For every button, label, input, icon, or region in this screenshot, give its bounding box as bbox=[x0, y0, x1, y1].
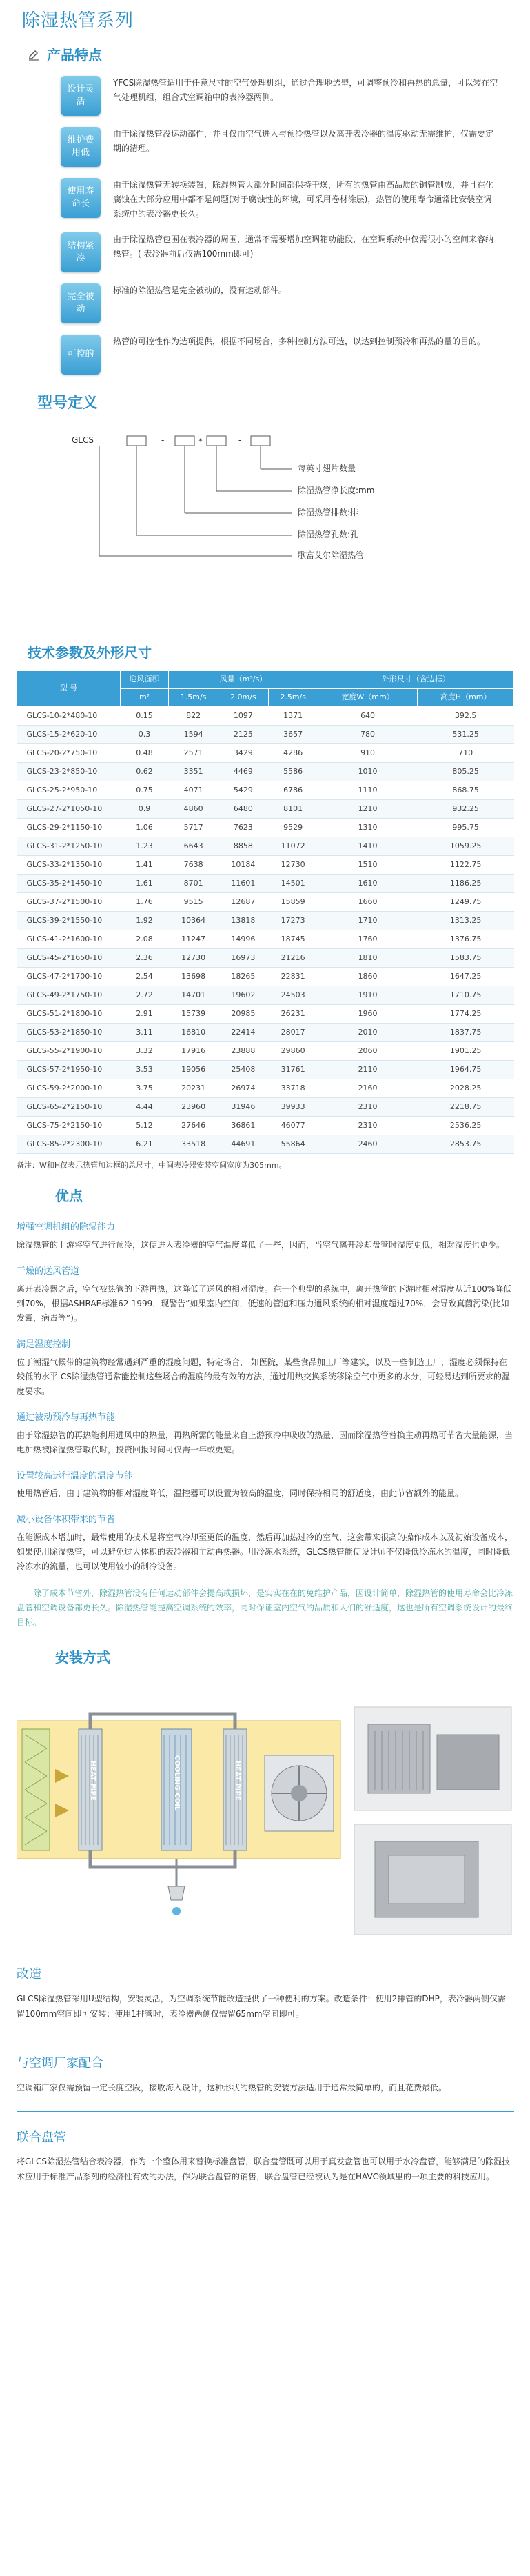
table-cell: 12730 bbox=[169, 948, 218, 967]
advantage-title: 干燥的送风管道 bbox=[17, 1266, 80, 1277]
table-cell: GLCS-39-2*1550-10 bbox=[17, 911, 121, 930]
table-cell: 6643 bbox=[169, 837, 218, 855]
table-cell: 1760 bbox=[318, 930, 418, 948]
table-row bbox=[17, 799, 514, 818]
table-cell: 1376.75 bbox=[418, 930, 514, 948]
table-row bbox=[17, 1135, 514, 1153]
table-cell: 1.23 bbox=[121, 837, 169, 855]
oem-text: 空调箱厂家仅需预留一定长度空段，接收海入设计，这种形状的热管的安装方法适用于通常最简单的，而且花费最低。 bbox=[17, 2082, 447, 2093]
table-row bbox=[17, 855, 514, 874]
table-cell: 1059.25 bbox=[418, 837, 514, 855]
table-cell: GLCS-53-2*1850-10 bbox=[17, 1023, 121, 1041]
table-cell: GLCS-27-2*1050-10 bbox=[17, 799, 121, 818]
model-separator: - bbox=[238, 435, 242, 445]
table-row bbox=[17, 1060, 514, 1079]
table-cell: 11072 bbox=[268, 837, 318, 855]
table-cell: 9515 bbox=[169, 892, 218, 911]
feature-text: 由于除湿热管没运动部件，并且仅由空气进入与预冷热管以及离开表冷器的温度驱动无需维护，仅需要定期的清理。 bbox=[113, 128, 494, 153]
model-label: 每英寸翅片数量 bbox=[298, 463, 356, 473]
divider bbox=[17, 2111, 514, 2112]
table-cell: 0.62 bbox=[121, 762, 169, 781]
table-cell: 1860 bbox=[318, 967, 418, 986]
table-cell: 1249.75 bbox=[418, 892, 514, 911]
table-cell: 2028.25 bbox=[418, 1079, 514, 1097]
oem-section bbox=[17, 2054, 513, 2095]
advantages-title: 优点 bbox=[55, 1188, 83, 1205]
table-cell: 1371 bbox=[268, 706, 318, 725]
table-cell: GLCS-51-2*1800-10 bbox=[17, 1004, 121, 1023]
table-row bbox=[17, 762, 514, 781]
filter-panel bbox=[22, 1729, 50, 1850]
feature-badge: 设计灵活 bbox=[61, 76, 101, 116]
feature-controllable bbox=[61, 335, 513, 375]
fan-unit bbox=[265, 1755, 334, 1831]
table-cell: 6480 bbox=[218, 799, 268, 818]
table-cell: 10184 bbox=[218, 855, 268, 874]
table-row bbox=[17, 743, 514, 762]
table-cell: GLCS-59-2*2000-10 bbox=[17, 1079, 121, 1097]
table-row bbox=[17, 1116, 514, 1135]
table-cell: 4469 bbox=[218, 762, 268, 781]
table-cell: 5.12 bbox=[121, 1116, 169, 1135]
features-title: 产品特点 bbox=[47, 46, 102, 63]
th-area: 迎风面积 bbox=[121, 670, 169, 688]
table-cell: 8858 bbox=[218, 837, 268, 855]
table-cell: GLCS-23-2*850-10 bbox=[17, 762, 121, 781]
table-cell: 13818 bbox=[218, 911, 268, 930]
table-cell: 2460 bbox=[318, 1135, 418, 1153]
table-cell: 3.75 bbox=[121, 1079, 169, 1097]
feature-text: 由于除湿热管无转换装置，除湿热管大部分时间都保持干燥，所有的热管由高品质的铜管制成，并且在化腐蚀在大部分应用中都不是问题(对于腐蚀性的环境，可采用卷材涂层)，热管的使用寿命通常比安装空调系统中的表冷器更长久。 bbox=[113, 179, 494, 219]
table-cell: 15859 bbox=[268, 892, 318, 911]
table-cell: GLCS-45-2*1650-10 bbox=[17, 948, 121, 967]
table-cell: 1647.25 bbox=[418, 967, 514, 986]
table-title: 技术参数及外形尺寸 bbox=[28, 643, 152, 661]
table-cell: 1660 bbox=[318, 892, 418, 911]
table-cell: GLCS-29-2*1150-10 bbox=[17, 818, 121, 837]
table-row bbox=[17, 1097, 514, 1116]
table-cell: GLCS-49-2*1750-10 bbox=[17, 986, 121, 1004]
table-cell: GLCS-33-2*1350-10 bbox=[17, 855, 121, 874]
table-cell: 20231 bbox=[169, 1079, 218, 1097]
table-cell: 15739 bbox=[169, 1004, 218, 1023]
table-cell: 14501 bbox=[268, 874, 318, 892]
th-width: 宽度W（mm） bbox=[318, 688, 418, 706]
table-cell: 1210 bbox=[318, 799, 418, 818]
table-cell: 4860 bbox=[169, 799, 218, 818]
table-cell: 2.08 bbox=[121, 930, 169, 948]
table-cell: 2060 bbox=[318, 1041, 418, 1060]
feature-maintenance bbox=[61, 127, 513, 167]
advantage-title: 通过被动预冷与再热节能 bbox=[17, 1412, 116, 1423]
table-cell: 26974 bbox=[218, 1079, 268, 1097]
table-cell: 6786 bbox=[268, 781, 318, 799]
table-cell: 5586 bbox=[268, 762, 318, 781]
table-cell: 8701 bbox=[169, 874, 218, 892]
table-cell: 11247 bbox=[169, 930, 218, 948]
table-cell: 13698 bbox=[169, 967, 218, 986]
code-box-length bbox=[207, 436, 226, 446]
table-cell: 1583.75 bbox=[418, 948, 514, 967]
model-prefix: GLCS bbox=[72, 435, 94, 445]
table-cell: 22831 bbox=[268, 967, 318, 986]
spec-table bbox=[17, 670, 514, 1154]
table-cell: 1837.75 bbox=[418, 1023, 514, 1041]
table-cell: 1901.25 bbox=[418, 1041, 514, 1060]
table-cell: 31946 bbox=[218, 1097, 268, 1116]
table-cell: 822 bbox=[169, 706, 218, 725]
table-cell: 1.92 bbox=[121, 911, 169, 930]
th-v2: 2.0m/s bbox=[218, 688, 268, 706]
advantage-title: 增强空调机组的除湿能力 bbox=[17, 1222, 116, 1233]
table-cell: 2536.25 bbox=[418, 1116, 514, 1135]
advantage-text: 由于除湿热管的再热能利用进风中的热量，再热所需的能量来自上游预冷中吸收的热量，因而除湿热管替换主动再热可节省大量能源，当电加热被除湿热管取代时，投资回报时间可仅需一年或更短。 bbox=[17, 1430, 513, 1455]
combo-text: 将GLCS除湿热管结合表冷器，作为一个整体用来替换标准盘管，联合盘管既可以用于真发盘管也可以用于水冷盘管，能够满足的除湿技术应用于标准产品系列的经济性有效的办法，作为联合盘管的销售，联合盘管已经被认为是在HAVC领域里的一项主要的科技应用。 bbox=[17, 2157, 510, 2181]
model-title: 型号定义 bbox=[37, 394, 99, 412]
table-cell: 4071 bbox=[169, 781, 218, 799]
table-cell: 2160 bbox=[318, 1079, 418, 1097]
advantage-text: 使用热管后，由于建筑物的相对湿度降低，温控器可以设置为较高的温度，同时保持相同的舒适度，由此节省额外的能量。 bbox=[17, 1488, 464, 1499]
table-cell: 2125 bbox=[218, 725, 268, 743]
table-row bbox=[17, 892, 514, 911]
table-cell: 33518 bbox=[169, 1135, 218, 1153]
table-cell: 780 bbox=[318, 725, 418, 743]
code-box-rows bbox=[175, 436, 194, 446]
table-cell: GLCS-75-2*2150-10 bbox=[17, 1116, 121, 1135]
table-cell: 18745 bbox=[268, 930, 318, 948]
feature-compact bbox=[61, 232, 513, 272]
th-area-unit: m² bbox=[121, 688, 169, 706]
th-v1: 1.5m/s bbox=[169, 688, 218, 706]
table-cell: 3.32 bbox=[121, 1041, 169, 1060]
table-cell: 39933 bbox=[268, 1097, 318, 1116]
feature-design bbox=[61, 76, 513, 116]
model-label: 除湿热管净长度:mm bbox=[298, 485, 375, 495]
table-cell: 20985 bbox=[218, 1004, 268, 1023]
table-cell: 17273 bbox=[268, 911, 318, 930]
model-separator: - bbox=[161, 435, 165, 445]
table-row bbox=[17, 1023, 514, 1041]
table-cell: 33718 bbox=[268, 1079, 318, 1097]
table-cell: 1110 bbox=[318, 781, 418, 799]
table-cell: 392.5 bbox=[418, 706, 514, 725]
heat-pipe-right-label: HEAT PIPE bbox=[234, 1761, 241, 1801]
table-cell: 26231 bbox=[268, 1004, 318, 1023]
table-cell: 19056 bbox=[169, 1060, 218, 1079]
model-label: 除湿热管排数:排 bbox=[298, 507, 359, 517]
table-row bbox=[17, 1041, 514, 1060]
table-row bbox=[17, 781, 514, 799]
feature-text: 由于除湿热管包围在表冷器的周围，通常不需要增加空调箱功能段，在空调系统中仅需很小的空间来容纳热管。( 表冷器前后仅需100mm即可) bbox=[113, 234, 494, 259]
advantage-item bbox=[17, 1470, 513, 1501]
table-cell: 0.9 bbox=[121, 799, 169, 818]
table-cell: 0.48 bbox=[121, 743, 169, 762]
table-cell: 0.75 bbox=[121, 781, 169, 799]
table-cell: 0.15 bbox=[121, 706, 169, 725]
spec-table-body bbox=[17, 706, 514, 1153]
product-photo-top bbox=[354, 1707, 511, 1810]
th-v3: 2.5m/s bbox=[268, 688, 318, 706]
table-cell: 46077 bbox=[268, 1116, 318, 1135]
feature-badge: 使用寿命长 bbox=[61, 178, 101, 218]
table-cell: 1610 bbox=[318, 874, 418, 892]
table-cell: 1.06 bbox=[121, 818, 169, 837]
table-cell: GLCS-20-2*750-10 bbox=[17, 743, 121, 762]
advantage-title: 减小设备体积带来的节省 bbox=[17, 1515, 116, 1526]
table-cell: 1594 bbox=[169, 725, 218, 743]
table-row bbox=[17, 725, 514, 743]
advantage-text: 离开表冷器之后，空气被热管的下游再热，这降低了送风的相对湿度。在一个典型的系统中，离开热管的下游时相对湿度从近100%降低到70%，根据ASHRAE标准62-1999，现警告”如果室内空间，低速的管道和压力通风系统的相对湿度超过70%，会导致真菌污染(比如发霉，病毒等”)。 bbox=[17, 1284, 512, 1323]
combo-title: 联合盘管 bbox=[17, 2130, 66, 2145]
table-cell: 4286 bbox=[268, 743, 318, 762]
table-cell: 2.36 bbox=[121, 948, 169, 967]
table-cell: 23960 bbox=[169, 1097, 218, 1116]
retrofit-section bbox=[17, 1965, 513, 2021]
feature-badge: 结构紧凑 bbox=[61, 232, 101, 272]
product-photo-bottom bbox=[354, 1824, 511, 1935]
table-cell: 3.53 bbox=[121, 1060, 169, 1079]
table-cell: 531.25 bbox=[418, 725, 514, 743]
table-cell: 31761 bbox=[268, 1060, 318, 1079]
table-cell: 6.21 bbox=[121, 1135, 169, 1153]
model-label: 歌富艾尔除湿热管 bbox=[298, 550, 365, 560]
table-cell: 16973 bbox=[218, 948, 268, 967]
table-cell: 19602 bbox=[218, 986, 268, 1004]
table-cell: 1010 bbox=[318, 762, 418, 781]
retrofit-title: 改造 bbox=[17, 1967, 41, 1982]
table-cell: 1774.25 bbox=[418, 1004, 514, 1023]
table-row bbox=[17, 1079, 514, 1097]
advantage-item bbox=[17, 1411, 513, 1457]
advantage-text: 除湿热管的上游将空气进行预冷，这使进入表冷器的空气温度降低了一些，因而，当空气离开冷却盘管时湿度更低，相对湿度也更少。 bbox=[17, 1240, 505, 1250]
table-cell: 29860 bbox=[268, 1041, 318, 1060]
table-cell: 1.41 bbox=[121, 855, 169, 874]
table-cell: 4.44 bbox=[121, 1097, 169, 1116]
table-cell: 868.75 bbox=[418, 781, 514, 799]
table-row bbox=[17, 706, 514, 725]
table-cell: GLCS-31-2*1250-10 bbox=[17, 837, 121, 855]
table-cell: 1710 bbox=[318, 911, 418, 930]
code-box-holes bbox=[127, 436, 146, 446]
table-row bbox=[17, 967, 514, 986]
table-cell: GLCS-37-2*1500-10 bbox=[17, 892, 121, 911]
advantage-item bbox=[17, 1221, 513, 1252]
code-box-fins bbox=[251, 436, 270, 446]
feature-text: 标准的除湿热管是完全被动的，没有运动部件。 bbox=[113, 285, 287, 295]
table-header bbox=[28, 641, 513, 663]
table-cell: 2110 bbox=[318, 1060, 418, 1079]
advantage-item bbox=[17, 1338, 513, 1399]
table-cell: GLCS-25-2*950-10 bbox=[17, 781, 121, 799]
table-cell: 5717 bbox=[169, 818, 218, 837]
table-cell: GLCS-10-2*480-10 bbox=[17, 706, 121, 725]
retrofit-text: GLCS除湿热管采用U型结构，安装灵活，为空调系统节能改造提供了一种便利的方案。改造条件：使用2排管的DHP，表冷器两侧仅需留100mm空间即可安装；使用1排管时，表冷器两侧仅需留65mm空间即可。 bbox=[17, 1993, 506, 2019]
table-cell: 5429 bbox=[218, 781, 268, 799]
table-cell: 7638 bbox=[169, 855, 218, 874]
table-cell: 0.3 bbox=[121, 725, 169, 743]
th-dimensions: 外形尺寸（含边框） bbox=[318, 670, 513, 688]
table-cell: 17916 bbox=[169, 1041, 218, 1060]
table-cell: 18265 bbox=[218, 967, 268, 986]
table-cell: 3351 bbox=[169, 762, 218, 781]
table-cell: 710 bbox=[418, 743, 514, 762]
feature-text: 热管的可控性作为选项提供，根据不同场合，多种控制方法可选，以达到控制预冷和再热的量的目的。 bbox=[113, 336, 486, 346]
table-row bbox=[17, 818, 514, 837]
table-cell: 910 bbox=[318, 743, 418, 762]
table-cell: 2310 bbox=[318, 1116, 418, 1135]
table-cell: GLCS-35-2*1450-10 bbox=[17, 874, 121, 892]
table-cell: 44691 bbox=[218, 1135, 268, 1153]
table-cell: 1310 bbox=[318, 818, 418, 837]
feature-badge: 维护费用低 bbox=[61, 127, 101, 167]
table-cell: 55864 bbox=[268, 1135, 318, 1153]
table-cell: GLCS-55-2*1900-10 bbox=[17, 1041, 121, 1060]
table-cell: 932.25 bbox=[418, 799, 514, 818]
table-cell: 14996 bbox=[218, 930, 268, 948]
cooling-coil-label: COOLING COIL bbox=[173, 1755, 181, 1811]
feature-badge: 可控的 bbox=[61, 335, 101, 375]
table-cell: 1960 bbox=[318, 1004, 418, 1023]
feature-text: YFCS除湿热管适用于任意尺寸的空气处理机组，通过合理地选型，可调整预冷和再热的总量，可以装在空气处理机组，组合式空调箱中的表冷器两侧。 bbox=[113, 77, 498, 102]
advantage-item bbox=[17, 1265, 513, 1326]
table-cell: 12730 bbox=[268, 855, 318, 874]
table-cell: 2310 bbox=[318, 1097, 418, 1116]
table-cell: 21216 bbox=[268, 948, 318, 967]
install-title: 安装方式 bbox=[55, 1649, 110, 1666]
table-cell: 12687 bbox=[218, 892, 268, 911]
table-cell: 2853.75 bbox=[418, 1135, 514, 1153]
feature-lifespan bbox=[61, 178, 513, 221]
table-cell: 36861 bbox=[218, 1116, 268, 1135]
table-cell: GLCS-65-2*2150-10 bbox=[17, 1097, 121, 1116]
table-cell: GLCS-15-2*620-10 bbox=[17, 725, 121, 743]
advantages-summary: 除了成本节省外，除湿热管没有任何运动部件会提高或损坏，是实实在在的免维护产品，因设计简单，除湿热管的使用寿命会比冷冻盘管和空调设备都更长久。除湿热管能提高空调系统的效率，同时保证室内空气的品质和人们的舒适度，这也是所有空调系统设计的最终目标。 bbox=[17, 1588, 513, 1628]
advantage-item bbox=[17, 1513, 513, 1574]
table-cell: 1410 bbox=[318, 837, 418, 855]
page-title: 除湿热管系列 bbox=[22, 10, 134, 31]
model-separator: * bbox=[198, 436, 203, 446]
table-cell: 1710.75 bbox=[418, 986, 514, 1004]
combo-section bbox=[17, 2128, 513, 2185]
table-row bbox=[17, 948, 514, 967]
table-cell: 995.75 bbox=[418, 818, 514, 837]
table-row bbox=[17, 986, 514, 1004]
table-cell: 8101 bbox=[268, 799, 318, 818]
feature-badge: 完全被动 bbox=[61, 283, 101, 323]
heat-pipe-left-label: HEAT PIPE bbox=[89, 1761, 96, 1801]
table-cell: GLCS-57-2*1950-10 bbox=[17, 1060, 121, 1079]
table-note: 备注：W和H仅表示热管加边框的总尺寸，中间表冷器安装空间宽度为305mm。 bbox=[17, 1160, 287, 1170]
table-cell: 23888 bbox=[218, 1041, 268, 1060]
table-cell: GLCS-47-2*1700-10 bbox=[17, 967, 121, 986]
features-header bbox=[28, 44, 513, 66]
advantage-title: 满足湿度控制 bbox=[17, 1339, 71, 1350]
table-cell: 25408 bbox=[218, 1060, 268, 1079]
table-cell: 2.54 bbox=[121, 967, 169, 986]
table-cell: 1186.25 bbox=[418, 874, 514, 892]
model-code-lines bbox=[58, 432, 499, 618]
table-cell: 1964.75 bbox=[418, 1060, 514, 1079]
table-cell: 2.91 bbox=[121, 1004, 169, 1023]
oem-title: 与空调厂家配合 bbox=[17, 2056, 103, 2071]
table-cell: 22414 bbox=[218, 1023, 268, 1041]
table-cell: 640 bbox=[318, 706, 418, 725]
install-illustration bbox=[17, 1693, 514, 1948]
table-cell: 27646 bbox=[169, 1116, 218, 1135]
table-cell: 24503 bbox=[268, 986, 318, 1004]
th-height: 高度H（mm） bbox=[418, 688, 514, 706]
table-cell: GLCS-85-2*2300-10 bbox=[17, 1135, 121, 1153]
table-cell: 1097 bbox=[218, 706, 268, 725]
table-cell: 10364 bbox=[169, 911, 218, 930]
install-diagram bbox=[17, 1693, 514, 1948]
table-cell: 14701 bbox=[169, 986, 218, 1004]
table-cell: 1510 bbox=[318, 855, 418, 874]
table-cell: 1122.75 bbox=[418, 855, 514, 874]
table-cell: 1910 bbox=[318, 986, 418, 1004]
advantage-title: 设置较高运行温度的温度节能 bbox=[17, 1470, 134, 1481]
table-cell: 3.11 bbox=[121, 1023, 169, 1041]
table-cell: 1.76 bbox=[121, 892, 169, 911]
table-cell: 3429 bbox=[218, 743, 268, 762]
table-row bbox=[17, 911, 514, 930]
table-cell: 1.61 bbox=[121, 874, 169, 892]
pencil-icon bbox=[28, 49, 40, 61]
table-cell: 2218.75 bbox=[418, 1097, 514, 1116]
table-cell: 11601 bbox=[218, 874, 268, 892]
th-airflow: 风量（m³/s） bbox=[169, 670, 318, 688]
model-code-diagram bbox=[58, 432, 499, 618]
table-row bbox=[17, 837, 514, 855]
advantage-text: 位于潮湿气候带的建筑物经常遇到严重的湿度问题，特定场合， 如医院，某些食品加工厂等建筑，以及一些制造工厂，湿度必须保持在较低的水平 CS除湿热管通常能控制这些场合的湿度的最有效的方法，通过用热交换系统移除空气中更多的水分，可轻易达到所要求的湿度要求。 bbox=[17, 1357, 510, 1396]
table-cell: 9529 bbox=[268, 818, 318, 837]
model-header bbox=[37, 391, 513, 415]
advantage-text: 在能源成本增加时，最常使用的技术是将空气冷却至更低的温度，然后再加热过冷的空气，这会带来很高的操作成本以及初始设备成本，如果使用除湿热管，可以避免过大体积的表冷器和主动再热器。用冷冻水系统，GLCS热管能使设计师不仅降低冷冻水的温度，同时降低冷冻水的流量，也可以使用较小的制冷设备。 bbox=[17, 1532, 513, 1572]
table-cell: 2010 bbox=[318, 1023, 418, 1041]
table-row bbox=[17, 874, 514, 892]
table-cell: 1810 bbox=[318, 948, 418, 967]
table-cell: 2.72 bbox=[121, 986, 169, 1004]
table-cell: 2571 bbox=[169, 743, 218, 762]
table-cell: 16810 bbox=[169, 1023, 218, 1041]
table-cell: 3657 bbox=[268, 725, 318, 743]
table-cell: 28017 bbox=[268, 1023, 318, 1041]
table-row bbox=[17, 1004, 514, 1023]
table-cell: 7623 bbox=[218, 818, 268, 837]
table-row bbox=[17, 930, 514, 948]
table-cell: 805.25 bbox=[418, 762, 514, 781]
feature-passive bbox=[61, 283, 513, 323]
model-label: 除湿热管孔数:孔 bbox=[298, 529, 359, 539]
table-cell: 1313.25 bbox=[418, 911, 514, 930]
table-cell: GLCS-41-2*1600-10 bbox=[17, 930, 121, 948]
th-model: 型 号 bbox=[17, 670, 121, 706]
